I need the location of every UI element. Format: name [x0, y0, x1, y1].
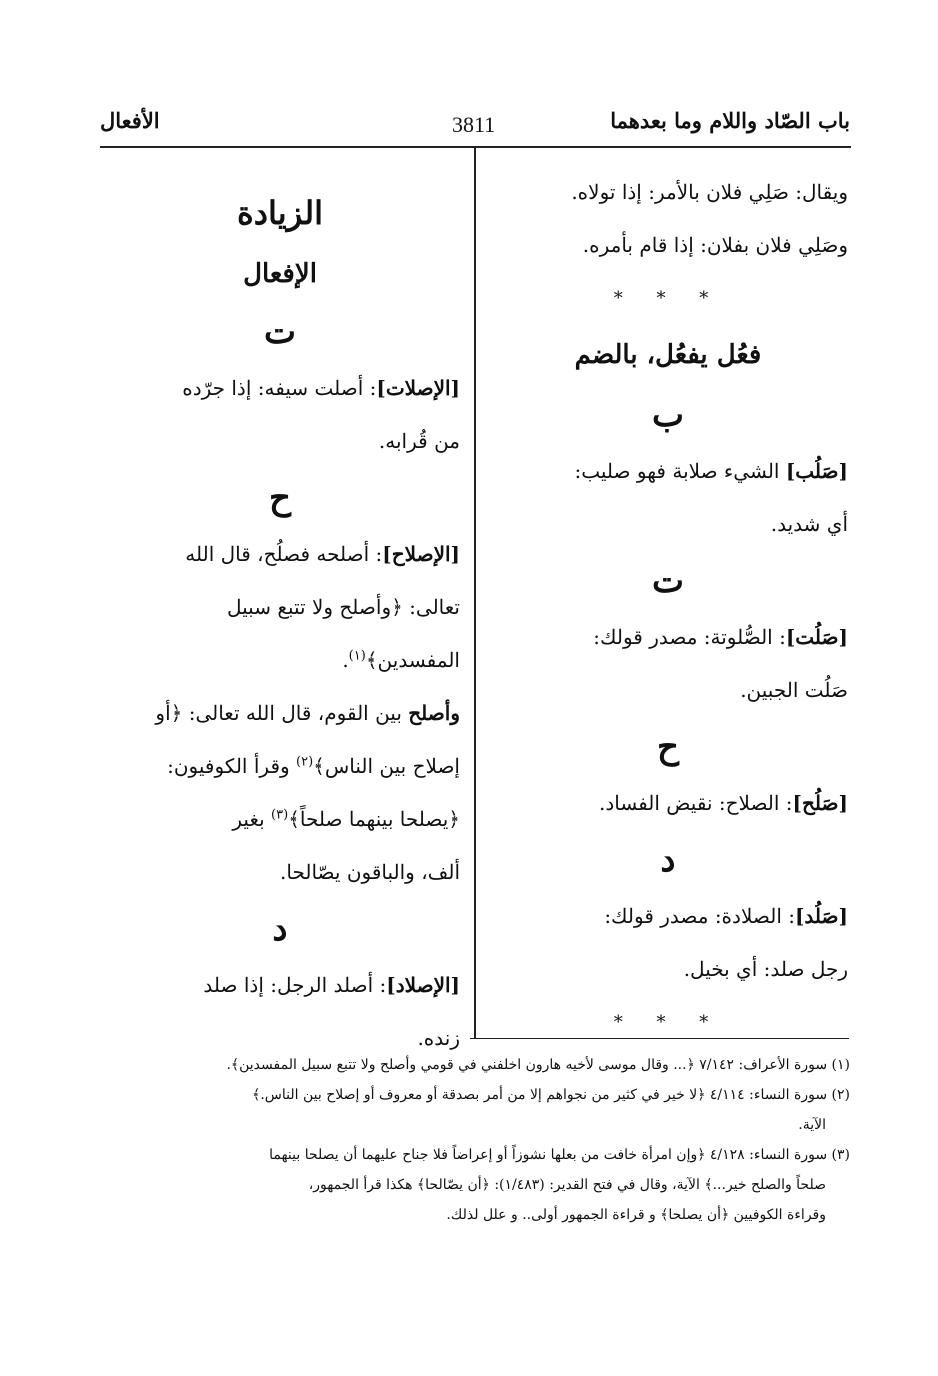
footnote-2-cont: الآية.	[798, 1117, 826, 1133]
footnote-ref: (١)	[348, 648, 366, 664]
column-divider	[474, 148, 476, 1038]
entry	[488, 777, 848, 830]
footnotes	[100, 1050, 850, 1230]
letter-heading: د	[272, 909, 288, 949]
entry-text: الشيء صلابة فهو صليب:	[574, 459, 786, 483]
section-title: الأفعال	[100, 108, 160, 133]
text-line: وصَلِي فلان بفلان: إذا قام بأمره.	[582, 233, 848, 257]
entry-text: : أصلت سيفه: إذا جرّده	[182, 376, 377, 400]
separator-stars: * * *	[613, 1012, 723, 1033]
text-line	[100, 740, 460, 793]
quran-quote: المفسدين﴾	[365, 648, 460, 672]
entry	[488, 445, 848, 498]
entry-text: : أصلد الرجل: إذا صلد	[203, 973, 387, 997]
entry-text: : الصلادة: مصدر قولك:	[604, 904, 795, 928]
text-line: ألف، والباقون يصّالحا.	[280, 860, 460, 884]
quran-quote: ﴿يصلحا بينهما صلحاً﴾	[288, 807, 460, 831]
text-line: أي شديد.	[770, 512, 848, 536]
entry-text: : أصلحه فصلُح، قال الله	[185, 542, 383, 566]
quran-quote: إصلاح بين الناس﴾	[313, 754, 460, 778]
footnote-ref: (٢)	[296, 754, 314, 770]
entry-text: وقرأ الكوفيون:	[167, 754, 297, 778]
main-heading: الزيادة	[237, 194, 323, 232]
letter-heading: ت	[651, 561, 684, 601]
footnote-3-cont: صلحاً والصلح خير...﴾ الآية، وقال في فتح القدير: (١/٤٨٣): ﴿أن يصّالحا﴾ هكذا قرأ الجمهور،	[308, 1177, 826, 1193]
text-line: ويقال: صَلِي فلان بالأمر: إذا تولاه.	[571, 180, 848, 204]
entry	[100, 528, 460, 581]
page-number: 3811	[452, 112, 496, 137]
separator-stars: * * *	[613, 288, 723, 309]
entry-text: : الصُّلوتة: مصدر قولك:	[593, 625, 786, 649]
letter-heading: ت	[263, 312, 296, 352]
text-line: رجل صلد: أي بخيل.	[683, 957, 848, 981]
letter-heading: ح	[657, 727, 679, 767]
text-line	[100, 793, 460, 846]
left-column	[100, 180, 460, 1065]
entry-headword: [الإصلاح]	[382, 542, 460, 566]
entry-headword: [الإصلاد]	[386, 973, 460, 997]
letter-heading: د	[660, 840, 676, 880]
text-line: المفسدين﴾$^{(١)}$.	[342, 648, 460, 672]
letter-heading: ح	[269, 478, 291, 518]
entry-headword: [صَلُت]	[785, 625, 848, 649]
entry-headword: [صَلُب]	[785, 459, 848, 483]
entry-headword: [صَلُح]	[792, 791, 848, 815]
footnote-1: (١) سورة الأعراف: ٧/١٤٢ ﴿... وقال موسى لأخيه هارون اخلفني في قومي وأصلح ولا تتبع سبيل المفسدين﴾.	[226, 1057, 850, 1073]
entry	[488, 611, 848, 664]
entry-text: بغير	[232, 807, 272, 831]
entry-text: : الصلاح: نقيض الفساد.	[598, 791, 793, 815]
entry	[100, 959, 460, 1012]
text-line: من قُرابه.	[378, 429, 460, 453]
footnote-3-cont: وقراءة الكوفيين ﴿أن يصلحا﴾ و قراءة الجمهور أولى.. و علل لذلك.	[446, 1207, 826, 1223]
right-column	[488, 166, 848, 1049]
chapter-title: باب الصّاد واللام وما بعدهما	[610, 108, 850, 133]
text-line: صَلُت الجبين.	[740, 678, 848, 702]
text-line: زنده.	[417, 1026, 460, 1050]
entry	[100, 687, 460, 740]
text-line: تعالى: ﴿وأصلح ولا تتبع سبيل	[226, 595, 460, 619]
footnote-3: (٣) سورة النساء: ٤/١٢٨ ﴿وإن امرأة خافت من بعلها نشوزاً أو إعراضاً فلا جناح عليهما أن يصلحا بينهما	[269, 1147, 850, 1163]
section-heading: فعُل يفعُل، بالضم	[574, 340, 762, 370]
entry-headword: وأصلح	[408, 701, 460, 725]
entry-text: بين القوم، قال الله تعالى: ﴿أو	[155, 701, 409, 725]
entry	[100, 362, 460, 415]
entry-headword: [صَلُد]	[794, 904, 848, 928]
letter-heading: ب	[651, 395, 684, 435]
footnote-2: (٢) سورة النساء: ٤/١١٤ ﴿لا خير في كثير من نجواهم إلا من أمر بصدقة أو معروف أو إصلاح بين الناس.﴾	[252, 1087, 850, 1103]
entry-headword: [الإصلات]	[376, 376, 460, 400]
entry	[488, 890, 848, 943]
sub-heading: الإفعال	[243, 259, 317, 289]
footnote-ref: (٣)	[271, 807, 289, 823]
